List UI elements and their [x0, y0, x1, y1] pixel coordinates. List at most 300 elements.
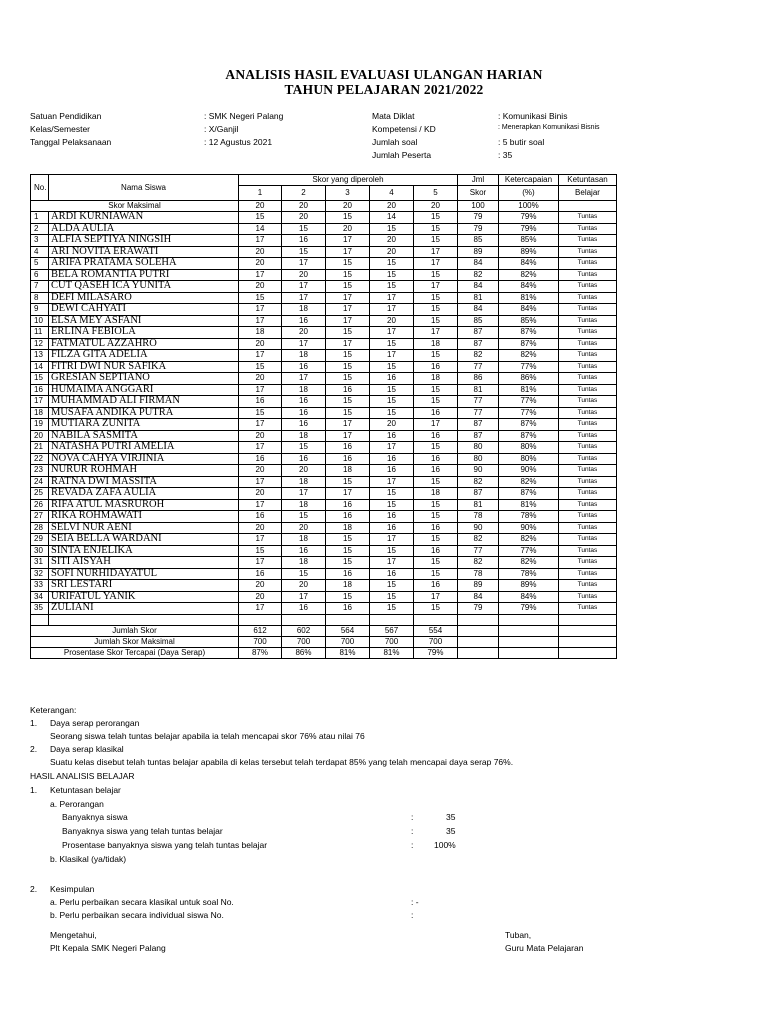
score-q1: 17	[239, 384, 282, 396]
score-q5: 16	[414, 545, 458, 557]
score-q2: 17	[282, 373, 326, 385]
summary-value: 700	[414, 636, 458, 647]
total-score: 86	[458, 373, 499, 385]
table-row	[31, 499, 617, 511]
table-row	[31, 407, 617, 419]
score-q1: 15	[239, 407, 282, 419]
total-score: 84	[458, 258, 499, 270]
summary-row	[31, 625, 617, 636]
percentage: 84%	[499, 258, 559, 270]
siswa-tuntas-value: 35	[446, 826, 456, 836]
score-q5: 17	[414, 327, 458, 339]
kepala-sekolah-label: Plt Kepala SMK Negeri Palang	[50, 943, 166, 953]
score-q5: 15	[414, 223, 458, 235]
perorangan-label: a. Perorangan	[50, 799, 104, 809]
table-row	[31, 430, 617, 442]
score-q2: 15	[282, 442, 326, 454]
score-q4: 15	[370, 580, 414, 592]
kesimpulan-a-value: : -	[411, 897, 419, 907]
student-name: FITRI DWI NUR SAFIKA	[49, 361, 239, 373]
score-q3: 17	[326, 419, 370, 431]
score-q1: 16	[239, 396, 282, 408]
status-tuntas: Tuntas	[559, 327, 617, 339]
score-q5: 15	[414, 511, 458, 523]
summary-empty	[458, 636, 499, 647]
header-q5: 5	[414, 186, 458, 201]
percentage: 78%	[499, 568, 559, 580]
total-score: 82	[458, 350, 499, 362]
percentage: 81%	[499, 499, 559, 511]
score-q2: 16	[282, 603, 326, 615]
score-q2: 16	[282, 315, 326, 327]
score-q3: 15	[326, 476, 370, 488]
score-q2: 18	[282, 350, 326, 362]
summary-value: 700	[370, 636, 414, 647]
score-q4: 15	[370, 384, 414, 396]
score-q1: 18	[239, 327, 282, 339]
student-name: ZULIANI	[49, 603, 239, 615]
score-q3: 15	[326, 396, 370, 408]
percentage: 82%	[499, 534, 559, 546]
score-q2: 18	[282, 499, 326, 511]
klasikal-label: b. Klasikal (ya/tidak)	[50, 854, 127, 864]
total-score: 78	[458, 568, 499, 580]
table-row	[31, 350, 617, 362]
summary-empty	[458, 625, 499, 636]
student-name: ARDI KURNIAWAN	[49, 212, 239, 224]
table-row	[31, 442, 617, 454]
table-row	[31, 476, 617, 488]
score-q4: 17	[370, 476, 414, 488]
row-number: 15	[31, 373, 49, 385]
status-tuntas: Tuntas	[559, 304, 617, 316]
total-score: 77	[458, 407, 499, 419]
total-score: 80	[458, 453, 499, 465]
header-ketuntasan: Ketuntasan	[559, 175, 617, 186]
percentage: 78%	[499, 511, 559, 523]
total-score: 85	[458, 315, 499, 327]
row-number: 21	[31, 442, 49, 454]
row-number: 8	[31, 292, 49, 304]
student-name: FATMATUL AZZAHRO	[49, 338, 239, 350]
student-name: ELSA MEY ASFANI	[49, 315, 239, 327]
score-q3: 15	[326, 557, 370, 569]
score-q3: 16	[326, 384, 370, 396]
row-number: 33	[31, 580, 49, 592]
percentage: 77%	[499, 396, 559, 408]
score-q1: 15	[239, 361, 282, 373]
score-q5: 18	[414, 488, 458, 500]
score-q3: 17	[326, 304, 370, 316]
table-row	[31, 384, 617, 396]
header-jml: Jml	[458, 175, 499, 186]
score-q4: 17	[370, 534, 414, 546]
summary-label: Jumlah Skor	[31, 625, 239, 636]
row-number: 25	[31, 488, 49, 500]
table-row	[31, 453, 617, 465]
score-q3: 17	[326, 292, 370, 304]
student-name: ALDA AULIA	[49, 223, 239, 235]
status-tuntas: Tuntas	[559, 522, 617, 534]
table-row	[31, 212, 617, 224]
percentage: 87%	[499, 338, 559, 350]
score-q5: 17	[414, 246, 458, 258]
row-number: 24	[31, 476, 49, 488]
score-q3: 17	[326, 235, 370, 247]
blank-cell	[239, 614, 282, 625]
score-q4: 20	[370, 246, 414, 258]
percentage: 82%	[499, 350, 559, 362]
blank-cell	[31, 614, 49, 625]
header-skor: Skor	[458, 186, 499, 201]
table-row	[31, 246, 617, 258]
total-score: 77	[458, 361, 499, 373]
skor-maksimal-persen: 100%	[499, 201, 559, 212]
summary-label: Jumlah Skor Maksimal	[31, 636, 239, 647]
status-tuntas: Tuntas	[559, 465, 617, 477]
table-row	[31, 315, 617, 327]
row-number: 32	[31, 568, 49, 580]
score-q3: 16	[326, 511, 370, 523]
student-name: MUSAFA ANDIKA PUTRA	[49, 407, 239, 419]
total-score: 90	[458, 465, 499, 477]
status-tuntas: Tuntas	[559, 511, 617, 523]
status-tuntas: Tuntas	[559, 488, 617, 500]
score-q1: 17	[239, 476, 282, 488]
score-q5: 15	[414, 384, 458, 396]
row-number: 17	[31, 396, 49, 408]
score-q2: 18	[282, 430, 326, 442]
score-q1: 14	[239, 223, 282, 235]
score-q3: 20	[326, 223, 370, 235]
note-1-number: 1.	[30, 718, 38, 728]
row-number: 29	[31, 534, 49, 546]
total-score: 89	[458, 246, 499, 258]
student-name: SELVI NUR AENI	[49, 522, 239, 534]
blank-cell	[499, 614, 559, 625]
row-number: 4	[31, 246, 49, 258]
total-score: 79	[458, 223, 499, 235]
score-q3: 17	[326, 338, 370, 350]
percentage: 84%	[499, 591, 559, 603]
banyak-siswa-label: Banyaknya siswa	[62, 812, 128, 822]
row-number: 22	[31, 453, 49, 465]
score-q3: 15	[326, 545, 370, 557]
percentage: 85%	[499, 315, 559, 327]
status-tuntas: Tuntas	[559, 269, 617, 281]
table-row	[31, 396, 617, 408]
score-q2: 18	[282, 476, 326, 488]
score-q5: 15	[414, 315, 458, 327]
info-label-kelas: Kelas/Semester	[30, 124, 90, 134]
score-q4: 17	[370, 557, 414, 569]
score-q1: 20	[239, 373, 282, 385]
status-tuntas: Tuntas	[559, 258, 617, 270]
total-score: 78	[458, 511, 499, 523]
total-score: 87	[458, 488, 499, 500]
total-score: 82	[458, 534, 499, 546]
total-score: 87	[458, 338, 499, 350]
summary-value: 87%	[239, 647, 282, 658]
student-name: HUMAIMA ANGGARI	[49, 384, 239, 396]
score-q4: 16	[370, 522, 414, 534]
hasil-2-number: 2.	[30, 884, 38, 894]
score-q4: 15	[370, 603, 414, 615]
score-q1: 17	[239, 557, 282, 569]
score-q4: 16	[370, 453, 414, 465]
percentage: 82%	[499, 269, 559, 281]
status-tuntas: Tuntas	[559, 580, 617, 592]
hasil-1-number: 1.	[30, 785, 38, 795]
student-name: RIKA ROHMAWATI	[49, 511, 239, 523]
info-value-mapel: : Komunikasi Binis	[498, 111, 568, 121]
total-score: 87	[458, 327, 499, 339]
score-q3: 15	[326, 361, 370, 373]
score-q2: 16	[282, 453, 326, 465]
header-q3: 3	[326, 186, 370, 201]
student-name: DEFI MILASARO	[49, 292, 239, 304]
score-q1: 20	[239, 465, 282, 477]
student-name: SINTA ENJELIKA	[49, 545, 239, 557]
status-tuntas: Tuntas	[559, 419, 617, 431]
score-q5: 16	[414, 580, 458, 592]
score-q3: 15	[326, 373, 370, 385]
student-name: ERLINA FEBIOLA	[49, 327, 239, 339]
student-name: SOFI NURHIDAYATUL	[49, 568, 239, 580]
score-q1: 20	[239, 246, 282, 258]
banyak-siswa-colon: :	[411, 812, 414, 822]
blank-cell	[458, 614, 499, 625]
summary-value: 564	[326, 625, 370, 636]
score-q5: 17	[414, 281, 458, 293]
score-q3: 18	[326, 522, 370, 534]
summary-value: 602	[282, 625, 326, 636]
score-q5: 18	[414, 338, 458, 350]
score-q3: 15	[326, 407, 370, 419]
score-q1: 17	[239, 269, 282, 281]
info-label-kd: Kompetensi / KD	[372, 124, 436, 134]
score-q1: 17	[239, 603, 282, 615]
row-number: 13	[31, 350, 49, 362]
score-q2: 16	[282, 545, 326, 557]
table-row	[31, 419, 617, 431]
student-name: SEIA BELLA WARDANI	[49, 534, 239, 546]
total-score: 79	[458, 603, 499, 615]
score-q2: 15	[282, 568, 326, 580]
score-q3: 15	[326, 269, 370, 281]
score-q2: 17	[282, 292, 326, 304]
siswa-tuntas-label: Banyaknya siswa yang telah tuntas belajar	[62, 826, 223, 836]
row-number: 7	[31, 281, 49, 293]
blank-row	[31, 614, 617, 625]
table-row	[31, 223, 617, 235]
score-q1: 16	[239, 453, 282, 465]
student-name: URIFATUL YANIK	[49, 591, 239, 603]
status-tuntas: Tuntas	[559, 557, 617, 569]
status-tuntas: Tuntas	[559, 384, 617, 396]
score-q5: 15	[414, 350, 458, 362]
document-title: ANALISIS HASIL EVALUASI ULANGAN HARIAN	[225, 67, 543, 82]
score-q5: 15	[414, 235, 458, 247]
header-no: No.	[31, 175, 49, 201]
info-label-jumlah-peserta: Jumlah Peserta	[372, 150, 432, 160]
score-q2: 20	[282, 212, 326, 224]
summary-empty	[499, 636, 559, 647]
row-number: 2	[31, 223, 49, 235]
row-number: 26	[31, 499, 49, 511]
status-tuntas: Tuntas	[559, 361, 617, 373]
student-name: MUHAMMAD ALI FIRMAN	[49, 396, 239, 408]
total-score: 81	[458, 384, 499, 396]
header-belajar: Belajar	[559, 186, 617, 201]
student-name: NURUR ROHMAH	[49, 465, 239, 477]
percentage: 79%	[499, 212, 559, 224]
info-value-satuan: : SMK Negeri Palang	[204, 111, 284, 121]
row-number: 16	[31, 384, 49, 396]
table-row	[31, 281, 617, 293]
info-label-tanggal: Tanggal Pelaksanaan	[30, 137, 112, 147]
score-q1: 20	[239, 580, 282, 592]
status-tuntas: Tuntas	[559, 407, 617, 419]
percentage: 89%	[499, 246, 559, 258]
student-name: DEWI CAHYATI	[49, 304, 239, 316]
score-q5: 15	[414, 442, 458, 454]
score-q4: 17	[370, 327, 414, 339]
header-q4: 4	[370, 186, 414, 201]
header-nama-siswa: Nama Siswa	[49, 175, 239, 201]
score-q2: 20	[282, 269, 326, 281]
percentage: 77%	[499, 545, 559, 557]
kesimpulan-b-value: :	[411, 910, 414, 920]
row-number: 30	[31, 545, 49, 557]
status-tuntas: Tuntas	[559, 212, 617, 224]
percentage: 87%	[499, 430, 559, 442]
score-q5: 15	[414, 304, 458, 316]
student-name: CUT QASEH ICA YUNITA	[49, 281, 239, 293]
score-q5: 15	[414, 292, 458, 304]
score-q2: 16	[282, 419, 326, 431]
student-name: ARI NOVITA ERAWATI	[49, 246, 239, 258]
row-number: 23	[31, 465, 49, 477]
score-q1: 17	[239, 304, 282, 316]
prosentase-tuntas-label: Prosentase banyaknya siswa yang telah tuntas belajar	[62, 840, 268, 850]
skor-maksimal-cell: 20	[370, 201, 414, 212]
total-score: 77	[458, 545, 499, 557]
score-q5: 15	[414, 534, 458, 546]
score-q3: 18	[326, 465, 370, 477]
score-q4: 16	[370, 568, 414, 580]
score-q3: 15	[326, 534, 370, 546]
score-q3: 15	[326, 281, 370, 293]
percentage: 89%	[499, 580, 559, 592]
header-skor-diperoleh: Skor yang diperoleh	[239, 175, 458, 186]
score-q5: 17	[414, 419, 458, 431]
blank-cell	[326, 614, 370, 625]
banyak-siswa-value: 35	[446, 812, 456, 822]
status-tuntas: Tuntas	[559, 396, 617, 408]
blank-cell	[370, 614, 414, 625]
status-tuntas: Tuntas	[559, 545, 617, 557]
score-q2: 18	[282, 384, 326, 396]
row-number: 27	[31, 511, 49, 523]
summary-value: 700	[282, 636, 326, 647]
hasil-1-title: Ketuntasan belajar	[50, 785, 121, 795]
status-tuntas: Tuntas	[559, 499, 617, 511]
note-2-number: 2.	[30, 744, 38, 754]
score-q2: 18	[282, 304, 326, 316]
score-q5: 15	[414, 396, 458, 408]
prosentase-tuntas-colon: :	[411, 840, 414, 850]
summary-empty	[499, 647, 559, 658]
score-q4: 15	[370, 591, 414, 603]
prosentase-tuntas-value: 100%	[434, 840, 456, 850]
student-name: NOVA CAHYA VIRJINIA	[49, 453, 239, 465]
keterangan-heading: Keterangan:	[30, 705, 77, 715]
summary-value: 79%	[414, 647, 458, 658]
table-row	[31, 557, 617, 569]
skor-maksimal-cell: 20	[239, 201, 282, 212]
student-name: SRI LESTARI	[49, 580, 239, 592]
score-q2: 15	[282, 511, 326, 523]
status-tuntas: Tuntas	[559, 568, 617, 580]
student-name: MUTIARA ZUNITA	[49, 419, 239, 431]
info-label-jumlah-soal: Jumlah soal	[372, 137, 418, 147]
summary-value: 81%	[370, 647, 414, 658]
table-row	[31, 338, 617, 350]
score-table	[30, 174, 617, 659]
total-score: 84	[458, 281, 499, 293]
total-score: 82	[458, 476, 499, 488]
score-q2: 15	[282, 223, 326, 235]
summary-row	[31, 636, 617, 647]
score-q2: 16	[282, 407, 326, 419]
score-q3: 18	[326, 580, 370, 592]
row-number: 35	[31, 603, 49, 615]
summary-empty	[559, 647, 617, 658]
student-name: FILZA GITA ADELIA	[49, 350, 239, 362]
score-q4: 20	[370, 315, 414, 327]
score-q3: 17	[326, 246, 370, 258]
percentage: 82%	[499, 557, 559, 569]
score-q2: 17	[282, 488, 326, 500]
guru-label: Guru Mata Pelajaran	[505, 943, 584, 953]
score-q2: 17	[282, 338, 326, 350]
score-q4: 15	[370, 361, 414, 373]
status-tuntas: Tuntas	[559, 373, 617, 385]
total-score: 84	[458, 304, 499, 316]
info-value-jumlah-peserta: : 35	[498, 150, 513, 160]
summary-value: 612	[239, 625, 282, 636]
status-tuntas: Tuntas	[559, 281, 617, 293]
table-row	[31, 568, 617, 580]
percentage: 84%	[499, 304, 559, 316]
student-name: RATNA DWI MASSITA	[49, 476, 239, 488]
status-tuntas: Tuntas	[559, 442, 617, 454]
percentage: 90%	[499, 465, 559, 477]
row-number: 12	[31, 338, 49, 350]
row-number: 20	[31, 430, 49, 442]
score-q4: 15	[370, 223, 414, 235]
blank-cell	[49, 614, 239, 625]
summary-value: 567	[370, 625, 414, 636]
total-score: 89	[458, 580, 499, 592]
mengetahui-label: Mengetahui,	[50, 930, 97, 940]
score-q4: 15	[370, 269, 414, 281]
skor-maksimal-cell: 20	[414, 201, 458, 212]
blank-cell	[414, 614, 458, 625]
row-number: 5	[31, 258, 49, 270]
score-q3: 17	[326, 430, 370, 442]
